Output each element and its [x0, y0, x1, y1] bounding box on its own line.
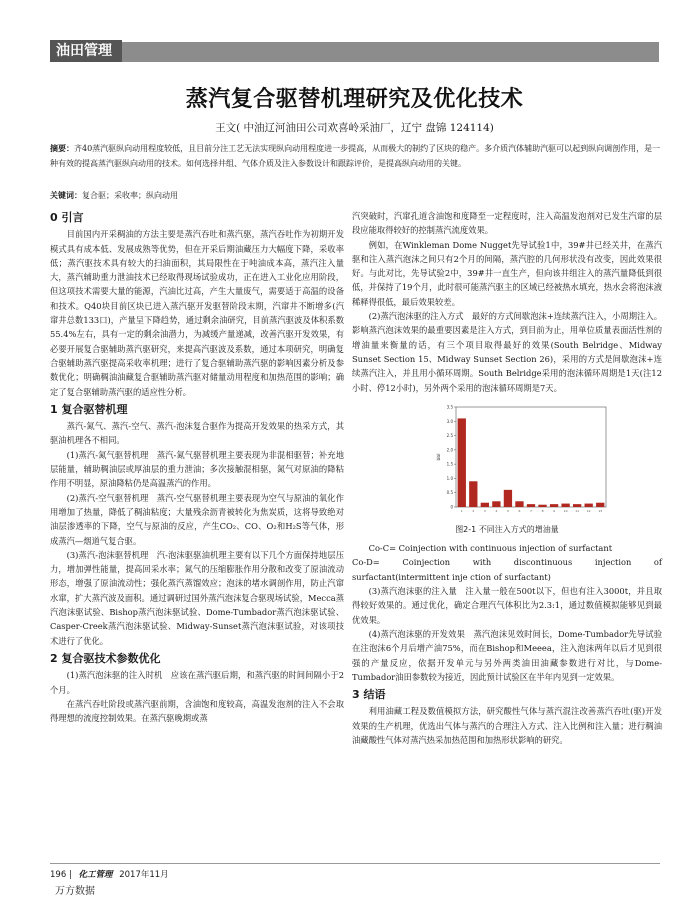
bar [469, 481, 477, 507]
x-tick-label: 10 [563, 508, 568, 513]
y-tick-label: 0.5 [446, 490, 453, 496]
article-title: 蒸汽复合驱替机理研究及优化技术 [185, 87, 524, 112]
issue-date: 2017年11月 [119, 870, 169, 880]
abstract-text: 齐40蒸汽驱纵向动用程度较低，且目前分注工艺无法实现纵向动用程度进一步提高，从而极大的制约了区块的稳产。多介质汽体辅助汽驱可以起到纵向调剖作用，是一种有效的提高蒸汽驱纵向动用的技术。如何选择井组、气体介质及注入参数设计和跟踪评价，是提高纵向动用的关键。 [50, 144, 661, 168]
header-bar [50, 42, 659, 62]
footer: 196 | 化工管理 2017年11月 [50, 870, 169, 880]
bar [504, 490, 512, 507]
paragraph: (2)蒸汽泡沫驱的注入方式 最好的方式间歇泡沫+连续蒸汽注入，小周期注入。影响蒸汽泡沫效果的最重要因素是注入方式，到目前为止，用单位质量表面活性剂的增油量来衡量的话，有三个项目取得最好的效果(South Belridge、Midway Sunset Section 15、Midway Sunset Section 26)，采用的方式是间歇泡沫+连续蒸汽注入，并且用小循环周期。South Belridge采用的泡沫循环周期是1天(注12小时、停12小时)，另外两个采用的泡沫循环周期是7天。 [352, 311, 662, 393]
x-tick-label: 11 [575, 508, 580, 513]
x-tick-label: 1 [460, 508, 463, 513]
keywords [50, 190, 662, 202]
paragraph: 在蒸汽吞吐阶段或蒸汽驱前期，含油饱和度较高，高温发泡剂的注入不会取得理想的流度控制效果。在蒸汽驱晚期或蒸 [50, 698, 344, 724]
x-tick-label: 5 [506, 508, 509, 513]
paragraph: 蒸汽-氮气、蒸汽-空气、蒸汽-泡沫复合驱作为提高开发效果的热采方式，其驱油机理各不相同。 [50, 421, 344, 446]
x-tick-label: 2 [472, 508, 475, 513]
section-heading-conclusion: 3 结语 [352, 688, 386, 702]
x-tick-label: 13 [598, 508, 603, 513]
definition: Co-D= Coinjection with discontinuous injection of surfactant(intermittent inje ction of surfactant) [352, 557, 662, 582]
watermark: 万方数据 [55, 886, 95, 897]
page-number: 196 [50, 870, 67, 880]
paragraph: (1)蒸汽泡沫驱的注入时机 应该在蒸汽驱后期，和蒸汽驱的时间间隔小于2个月。 [50, 670, 344, 695]
plot-area [456, 407, 606, 507]
figure-caption: 图2-1 不同注入方式的增油量 [455, 524, 559, 534]
y-tick-label: 2.0 [446, 447, 453, 453]
bar [538, 505, 546, 507]
keywords-text: 复合驱；采收率；纵向动用 [82, 191, 178, 200]
paragraph: 汽突破时，汽窜孔道含油饱和度降至一定程度时，注入高温发泡剂对已发生汽窜的层段应能取得较好的控制蒸汽流度效果。 [352, 211, 662, 236]
bar [561, 503, 569, 506]
bar [458, 418, 466, 507]
figure-chart [432, 401, 612, 521]
paragraph: (3)蒸汽泡沫驱的注入量 注入量一般在500t以下，但也有注入3000t，并且取得较好效果的。通过优化，确定合理汽气体积比为2.3:1，通过数值模拟能够见到最优效果。 [352, 586, 662, 625]
bar [585, 503, 593, 506]
y-tick-label: 1.5 [446, 461, 453, 467]
bar [492, 501, 500, 507]
paragraph: (1)蒸汽-氮气驱替机理 蒸汽-氮气驱替机理主要表现为非混相驱替；补充地层能量，辅助稠油层或厚油层的重力泄油；多次接触混相驱，氮气对原油的降粘作用不明显，原油降粘仍是高温蒸汽的作用。 [50, 449, 344, 489]
bar [573, 504, 581, 507]
paragraph: (4)蒸汽泡沫驱的开发效果 蒸汽泡沫见效时间长，Dome-Tumbador先导试验在注泡沫6个月后增产油75%，而在Bishop和Meeea，注入泡沫两年以后才见到很强的产量反应，依据开发单元与另外两类油田油藏参数进行对比，与Dome-Tumbador油田参数较为接近，因此预计试验区在半年内见到一定效果。 [352, 628, 662, 682]
bar-chart [432, 401, 612, 521]
x-tick-label: 8 [541, 508, 544, 513]
y-tick-label: 3.0 [446, 418, 453, 424]
x-tick-label: 12 [586, 508, 591, 513]
bar [481, 503, 489, 507]
definition: Co-C= Coinjection with continuous injection of surfactant [368, 543, 613, 554]
left-column [50, 207, 344, 725]
bar [596, 503, 604, 507]
abstract-label: 摘要： [50, 144, 74, 153]
paragraph: (3)蒸汽-泡沫驱替机理 汽-泡沫驱驱油机理主要有以下几个方面保持地层压力，增加弹性能量，提高回采水率；氮气的压缩膨胀作用分散和改变了原油流动形态，增强了原油流动性；强化蒸汽蒸馏效应；泡沫的堵水调剖作用，防止汽窜水窜，扩大蒸汽波及面积。通过调研过国外蒸汽泡沫复合驱现场试验，Mecca蒸汽泡沫驱试验、Bishop蒸汽泡沫驱试验、Dome-Tumbador蒸汽泡沫驱试验、Casper-Creek蒸汽泡沫驱试验、Midway-Sunset蒸汽泡沫驱试验，对该项技术进行了优化。 [50, 549, 344, 646]
y-tick-label: 1.0 [446, 475, 453, 481]
y-tick-label: 3.5 [446, 404, 453, 410]
section-heading-optimization: 2 复合驱技术参数优化 [50, 651, 161, 665]
section-label: 油田管理 [50, 40, 122, 62]
abstract [50, 142, 662, 171]
bar [515, 501, 523, 507]
footer-rule [50, 863, 660, 864]
paragraph: 目前国内开采稠油的方法主要是蒸汽吞吐和蒸汽驱，蒸汽吞吐作为初期开发模式具有成本低、发展成熟等优势，但在开采后期油藏压力大幅度下降，采收率低；蒸汽驱技术具有较大的扫油面积，其局限性在于吨油成本高，蒸汽注入量大，蒸汽辅助重力泄油技术已经取得现场试验成功，正在进入工业化应用阶段，但这项技术需要大量的能源，汽油比过高，产生大量废气，需要适于高温的设备和技术。Q40块目前区块已进入蒸汽驱开发驱替阶段末期，汽窜井不断增多(汽窜井总数133口)，产量呈下降趋势，通过剩余油研究，目前蒸汽驱波及体积系数55.4%左右，具有一定的剩余油潜力，为减缓产量递减，改善汽驱开发效果，有必要开展复合驱辅助蒸汽驱研究，来提高汽驱波及系数，通过本项研究，明确复合驱辅助蒸汽驱提高采收率机理；进行了复合驱辅助蒸汽驱的影响因素分析及参数优化；明确稠油油藏复合驱辅助蒸汽驱对储量动用程度和加热范围的影响；确定了复合驱辅助蒸汽驱的适应性分析。 [50, 229, 344, 397]
section-heading-mechanism: 1 复合驱替机理 [50, 402, 128, 416]
x-tick-label: 6 [518, 508, 521, 513]
keywords-label: 关键词： [50, 191, 82, 200]
x-tick-label: 3 [483, 508, 486, 513]
bar [527, 504, 535, 507]
x-tick-label: 9 [553, 508, 556, 513]
paragraph: 例如，在Winkleman Dome Nugget先导试验1中，39#井已经关井，在蒸汽驱和注入蒸汽泡沫之间只有2个月的间隔，蒸汽腔的几何形状没有改变，因此效果很好。与此对比，先导试验2中，39#井一直生产，但向该井组注入的蒸汽量降低到很低，并保持了19个月，此时很可能蒸汽驱主的区域已经被热水填充，热水会将泡沫液稀释得很低，最后效果较差。 [352, 239, 662, 307]
author-line: 王文( 中油辽河油田公司欢喜岭采油厂，辽宁 盘锦 124114) [215, 122, 494, 134]
x-tick-label: 4 [495, 508, 498, 513]
section-heading-intro: 0 引言 [50, 211, 84, 224]
x-tick-label: 7 [530, 508, 532, 513]
y-axis-label: bbl [437, 453, 442, 461]
y-tick-label: 2.5 [446, 432, 453, 438]
publication-name: 化工管理 [78, 870, 113, 880]
paragraph: (2)蒸汽-空气驱替机理 蒸汽-空气驱替机理主要表现为空气与原油的氧化作用增加了热量，降低了稠油粘度；大量残余沥青被转化为焦炭质，这将导致绝对油层渗透率的下降，空气与原油的反应，产生CO₂、CO、O₂和H₂S等气体，形成蒸汽—烟道气复合驱。 [50, 492, 344, 546]
right-column [352, 209, 662, 747]
paragraph: 利用油藏工程及数值模拟方法，研究酸性气体与蒸汽混注改善蒸汽吞吐(驱)开发效果的生产机理，优选出气体与蒸汽的合理注入方式、注入比例和注入量；进行稠油油藏酸性气体对蒸汽热采加热范围和加热形状影响的研究。 [352, 706, 662, 746]
y-tick-label: 0 [450, 504, 453, 510]
bar [550, 504, 558, 507]
